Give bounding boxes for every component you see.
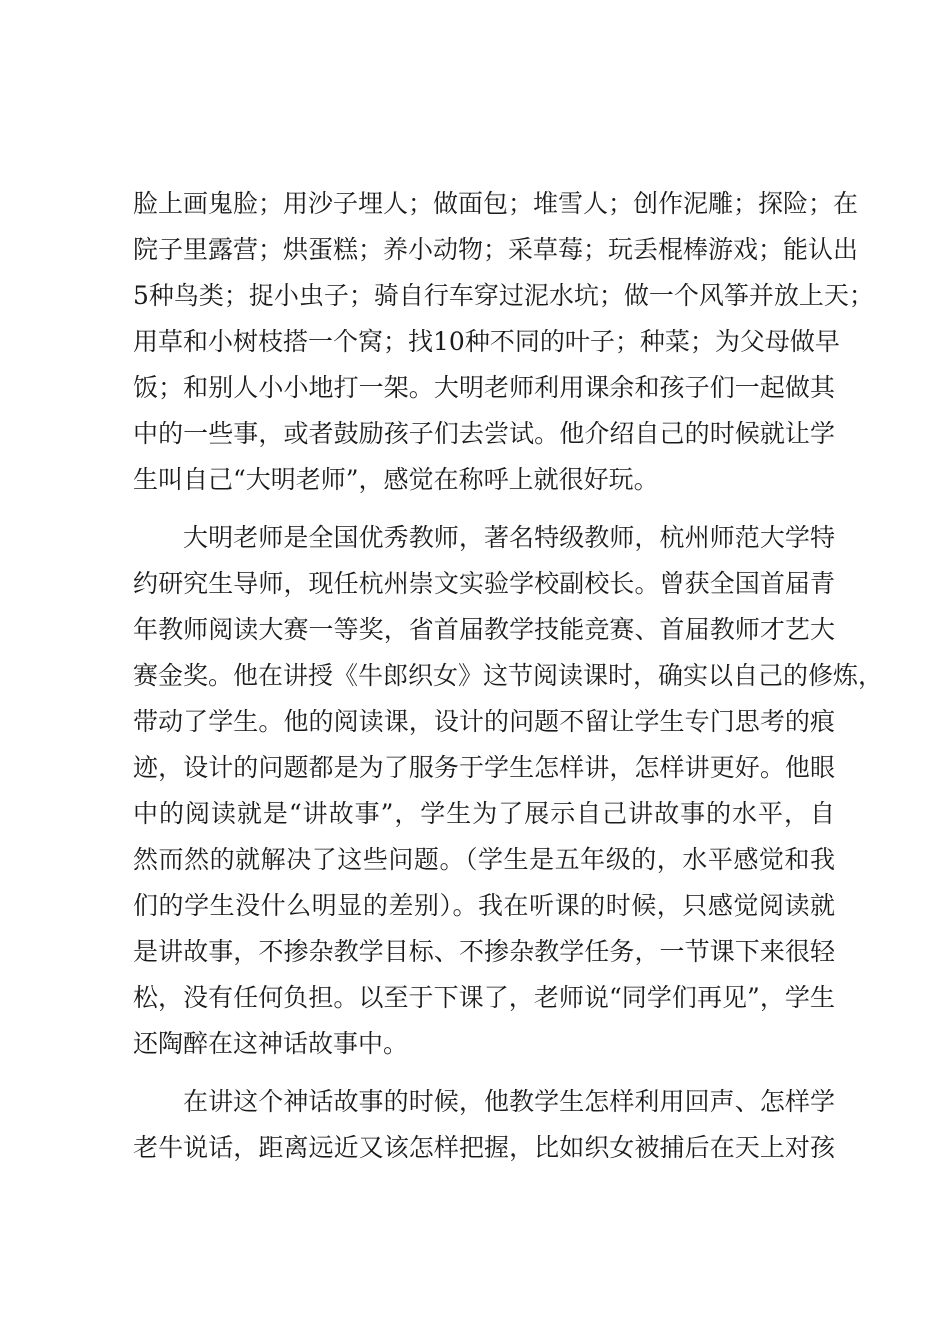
text-line: 生叫自己“大明老师”，感觉在称呼上就很好玩。 <box>133 465 659 494</box>
text-line: 5种鸟类；捉小虫子；骑自行车穿过泥水坑；做一个风筝并放上天； <box>133 281 874 310</box>
text-line: 约研究生导师，现任杭州崇文实验学校副校长。曾获全国首届青 <box>133 569 835 598</box>
text-line: 带动了学生。他的阅读课，设计的问题不留让学生专门思考的痕 <box>133 707 835 736</box>
text-line: 用草和小树枝搭一个窝；找10种不同的叶子；种菜；为父母做早 <box>133 327 840 356</box>
text-line: 脸上画鬼脸；用沙子埋人；做面包；堆雪人；创作泥雕；探险；在 <box>133 189 859 218</box>
text-line: 然而然的就解决了这些问题。（学生是五年级的，水平感觉和我 <box>133 845 835 874</box>
text-line: 松，没有任何负担。以至于下课了，老师说“同学们再见”，学生 <box>133 983 835 1012</box>
text-line: 在讲这个神话故事的时候，他教学生怎样利用回声、怎样学 <box>183 1087 835 1116</box>
document-body <box>133 181 884 1171</box>
text-line: 院子里露营；烘蛋糕；养小动物；采草莓；玩丢棍棒游戏；能认出 <box>133 235 859 264</box>
paragraph <box>133 1079 835 1171</box>
text-line: 还陶醉在这神话故事中。 <box>133 1029 409 1058</box>
text-line: 中的一些事，或者鼓励孩子们去尝试。他介绍自己的时候就让学 <box>133 419 835 448</box>
text-line: 是讲故事，不掺杂教学目标、不掺杂教学任务，一节课下来很轻 <box>133 937 835 966</box>
text-line: 年教师阅读大赛一等奖，省首届教学技能竞赛、首届教师才艺大 <box>133 615 835 644</box>
text-line: 大明老师是全国优秀教师，著名特级教师，杭州师范大学特 <box>183 523 835 552</box>
paragraph <box>133 181 874 503</box>
text-line: 中的阅读就是“讲故事”，学生为了展示自己讲故事的水平，自 <box>133 799 835 828</box>
text-line: 们的学生没什么明显的差别）。我在听课的时候，只感觉阅读就 <box>133 891 835 920</box>
paragraph <box>133 515 884 1067</box>
text-line: 赛金奖。他在讲授《牛郎织女》这节阅读课时，确实以自己的修炼， <box>133 661 884 690</box>
text-line: 饭；和别人小小地打一架。大明老师利用课余和孩子们一起做其 <box>133 373 835 402</box>
text-line: 迹，设计的问题都是为了服务于学生怎样讲，怎样讲更好。他眼 <box>133 753 835 782</box>
text-line: 老牛说话，距离远近又该怎样把握，比如织女被捕后在天上对孩 <box>133 1133 835 1162</box>
